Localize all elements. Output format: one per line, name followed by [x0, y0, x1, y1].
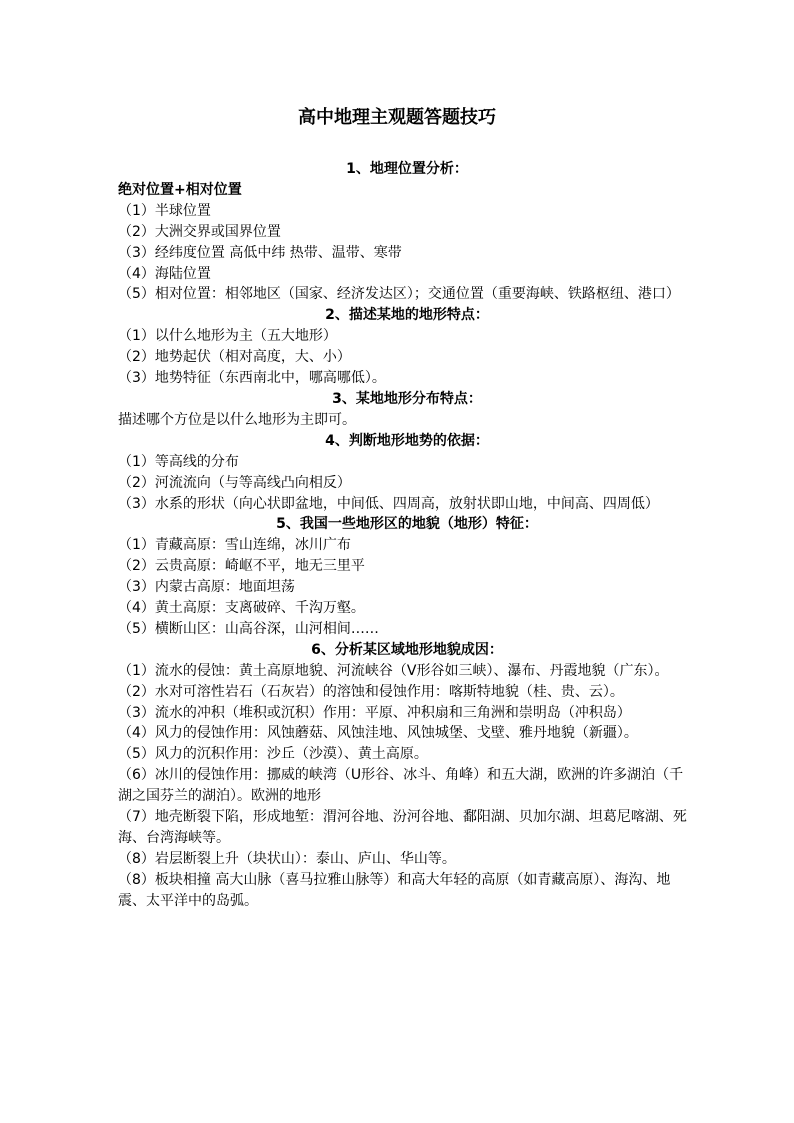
list-item: （2）大洲交界或国界位置: [118, 223, 281, 240]
list-item: （5）横断山区：山高谷深，山河相间……: [118, 620, 379, 637]
list-item: （6）冰川的侵蚀作用：挪威的峡湾（U形谷、冰斗、角峰）和五大湖，欧洲的许多湖泊（千湖之国芬兰的湖泊）。欧洲的地形: [118, 767, 684, 805]
list-item: （2）云贵高原：崎岖不平，地无三里平: [118, 558, 365, 575]
section-heading: 1、地理位置分析：: [346, 161, 468, 177]
list-item: （1）以什么地形为主（五大地形）: [118, 328, 337, 345]
list-item: （3）流水的冲积（堆积或沉积）作用：平原、冲积扇和三角洲和崇明岛（冲积岛）: [118, 704, 631, 721]
list-item: （2）地势起伏（相对高度，大、小）: [118, 349, 351, 366]
list-item: 描述哪个方位是以什么地形为主即可。: [118, 411, 356, 428]
section-heading: 2、描述某地的地形特点：: [325, 307, 489, 324]
list-item: （2）河流流向（与等高线凸向相反）: [118, 474, 351, 491]
section-heading: 4、判断地形地势的依据：: [325, 432, 489, 449]
section-heading: 3、某地地形分布特点：: [332, 390, 482, 407]
list-item: （4）风力的侵蚀作用：风蚀蘑菇、风蚀洼地、风蚀城堡、戈壁、雅丹地貌（新疆）。: [118, 725, 638, 742]
list-item: （3）水系的形状（向心状即盆地，中间低、四周高，放射状即山地，中间高、四周低）: [118, 495, 659, 512]
list-item: （1）等高线的分布: [118, 453, 239, 470]
list-item: （2）水对可溶性岩石（石灰岩）的溶蚀和侵蚀作用：喀斯特地貌（桂、贵、云）。: [118, 683, 624, 700]
list-item: （3）地势特征（东西南北中，哪高哪低）。: [118, 370, 386, 387]
list-item: （5）风力的沉积作用：沙丘（沙漠）、黄土高原。: [118, 746, 428, 763]
list-item: （1）流水的侵蚀：黄土高原地貌、河流峡谷（V形谷如三峡）、瀑布、丹霞地貌（广东）。: [118, 662, 669, 679]
section-subheading: 绝对位置+相对位置: [118, 181, 242, 198]
list-item: （5）相对位置：相邻地区（国家、经济发达区）；交通位置（重要海峡、铁路枢纽、港口）: [118, 286, 680, 303]
list-item: （4）海陆位置: [118, 265, 211, 282]
list-item: （4）黄土高原：支离破碎、千沟万壑。: [118, 600, 365, 617]
list-item: （1）半球位置: [118, 202, 211, 219]
list-item: （1）青藏高原：雪山连绵，冰川广布: [118, 537, 351, 554]
list-item: （8）岩层断裂上升（块状山）：泰山、庐山、华山等。: [118, 850, 456, 867]
section-heading: 5、我国一些地形区的地貌（地形）特征：: [276, 516, 538, 533]
list-item: （7）地壳断裂下陷，形成地堑：渭河谷地、汾河谷地、鄱阳湖、贝加尔湖、坦葛尼喀湖、死海、台湾海峡等。: [118, 809, 687, 846]
document-title: 高中地理主观题答题技巧: [298, 107, 496, 128]
document-body: [118, 159, 696, 912]
list-item: （8）板块相撞 高大山脉（喜马拉雅山脉等）和高大年轻的高原（如青藏高原）、海沟、地震、太平洋中的岛弧。: [118, 871, 671, 909]
list-item: （3）内蒙古高原：地面坦荡: [118, 579, 295, 596]
list-item: （3）经纬度位置 高低中纬 热带、温带、寒带: [118, 244, 402, 261]
section-heading: 6、分析某区域地形地貌成因：: [311, 641, 503, 658]
